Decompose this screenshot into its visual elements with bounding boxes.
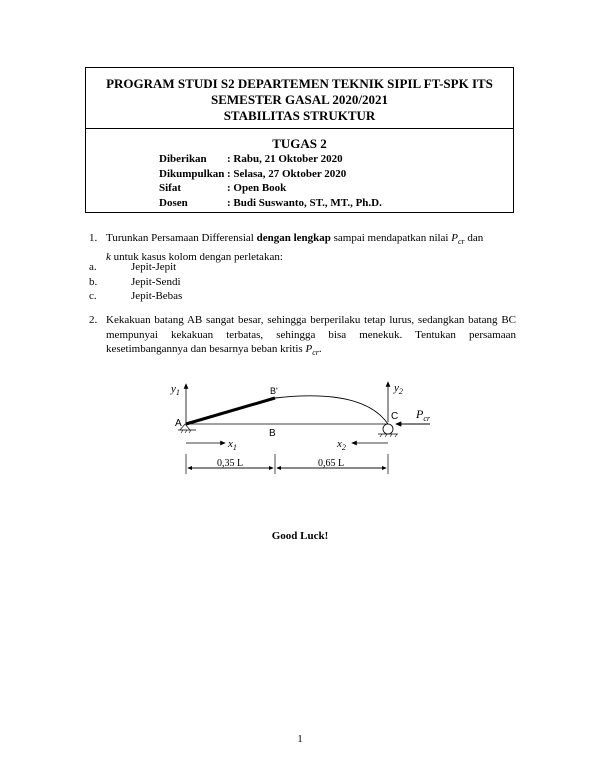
label-b: B xyxy=(269,428,276,439)
text-run: . xyxy=(318,343,322,355)
item-label: a. xyxy=(89,261,97,273)
k-symbol: k xyxy=(106,250,111,263)
header-line-2: SEMESTER GASAL 2020/2021 xyxy=(211,92,388,107)
x2-label: $x_2$ xyxy=(337,438,346,452)
info-value: : Rabu, 21 Oktober 2020 xyxy=(227,153,343,165)
list-item xyxy=(89,289,289,304)
header-title-block xyxy=(86,68,513,129)
pcr-symbol: P xyxy=(451,232,458,244)
good-luck: Good Luck! xyxy=(271,530,329,542)
text-run: dan xyxy=(464,232,484,244)
label-a: A xyxy=(175,418,182,429)
list-item xyxy=(89,260,289,275)
header-line-1: PROGRAM STUDI S2 DEPARTEMEN TEKNIK SIPIL FT-SPK ITS xyxy=(106,76,493,91)
dim-left-label: 0,35 L xyxy=(216,458,244,469)
item-text: Jepit-Bebas xyxy=(131,290,183,302)
info-row xyxy=(159,181,513,196)
pcr-subscript: cr xyxy=(312,348,319,358)
roller-hatch xyxy=(380,434,397,437)
beam-diagram xyxy=(168,378,448,478)
buckled-bar-bc xyxy=(275,396,388,424)
y2-label: $y_2$ xyxy=(394,382,403,396)
info-key: Sifat xyxy=(159,182,181,194)
header-line-3: STABILITAS STRUKTUR xyxy=(223,108,376,123)
sub-items xyxy=(89,260,289,304)
text-run: Turunkan Persamaan Differensial xyxy=(106,232,257,244)
info-value: : Selasa, 27 Oktober 2020 xyxy=(227,167,347,180)
item-label: b. xyxy=(89,275,98,288)
label-c: C xyxy=(391,411,399,422)
assignment-info xyxy=(159,152,513,210)
info-row xyxy=(159,196,513,211)
bold-text: dengan lengkap xyxy=(256,232,331,244)
page-number: 1 xyxy=(297,733,303,745)
info-row xyxy=(159,167,513,182)
pcr-label: $P_{cr}$ xyxy=(416,407,431,423)
question-number: 1. xyxy=(89,232,98,244)
item-text: Jepit-Sendi xyxy=(131,275,181,288)
question-body xyxy=(106,313,516,361)
roller-c xyxy=(383,424,393,434)
rigid-bar-ab xyxy=(186,398,275,424)
y1-label: $y_1$ xyxy=(171,383,180,397)
item-label: c. xyxy=(89,290,97,302)
label-b-prime: B' xyxy=(270,386,278,396)
question-number: 2. xyxy=(89,314,98,326)
info-key: Dosen xyxy=(159,196,188,209)
info-value: : Budi Suswanto, ST., MT., Ph.D. xyxy=(227,196,382,209)
x1-label: $x_1$ xyxy=(228,438,237,452)
item-text: Jepit-Jepit xyxy=(131,261,177,273)
text-run: sampai mendapatkan nilai xyxy=(330,232,452,244)
question-text xyxy=(106,313,516,361)
pcr-symbol: P xyxy=(305,343,313,355)
beam-figure xyxy=(168,378,448,483)
tugas-title: TUGAS 2 xyxy=(272,136,327,151)
info-row xyxy=(159,152,513,167)
dim-right-label: 0,65 L xyxy=(317,458,345,469)
text-run: untuk kasus kolom dengan perletakan: xyxy=(110,250,283,263)
list-item xyxy=(89,275,289,290)
info-key: Dikumpulkan xyxy=(159,167,225,180)
info-value: : Open Book xyxy=(227,182,287,194)
info-key: Diberikan xyxy=(159,153,207,165)
text-run: Kekakuan batang AB sangat besar, sehingga berperilaku tetap lurus, sedangkan batang BC mempunyai kekakuan terbatas, sehingga bisa menekuk. Tentukan persamaan kesetimbangannya dan besarnya beban kritis xyxy=(106,314,516,355)
pcr-subscript: cr xyxy=(457,237,465,247)
header-box xyxy=(85,67,514,213)
